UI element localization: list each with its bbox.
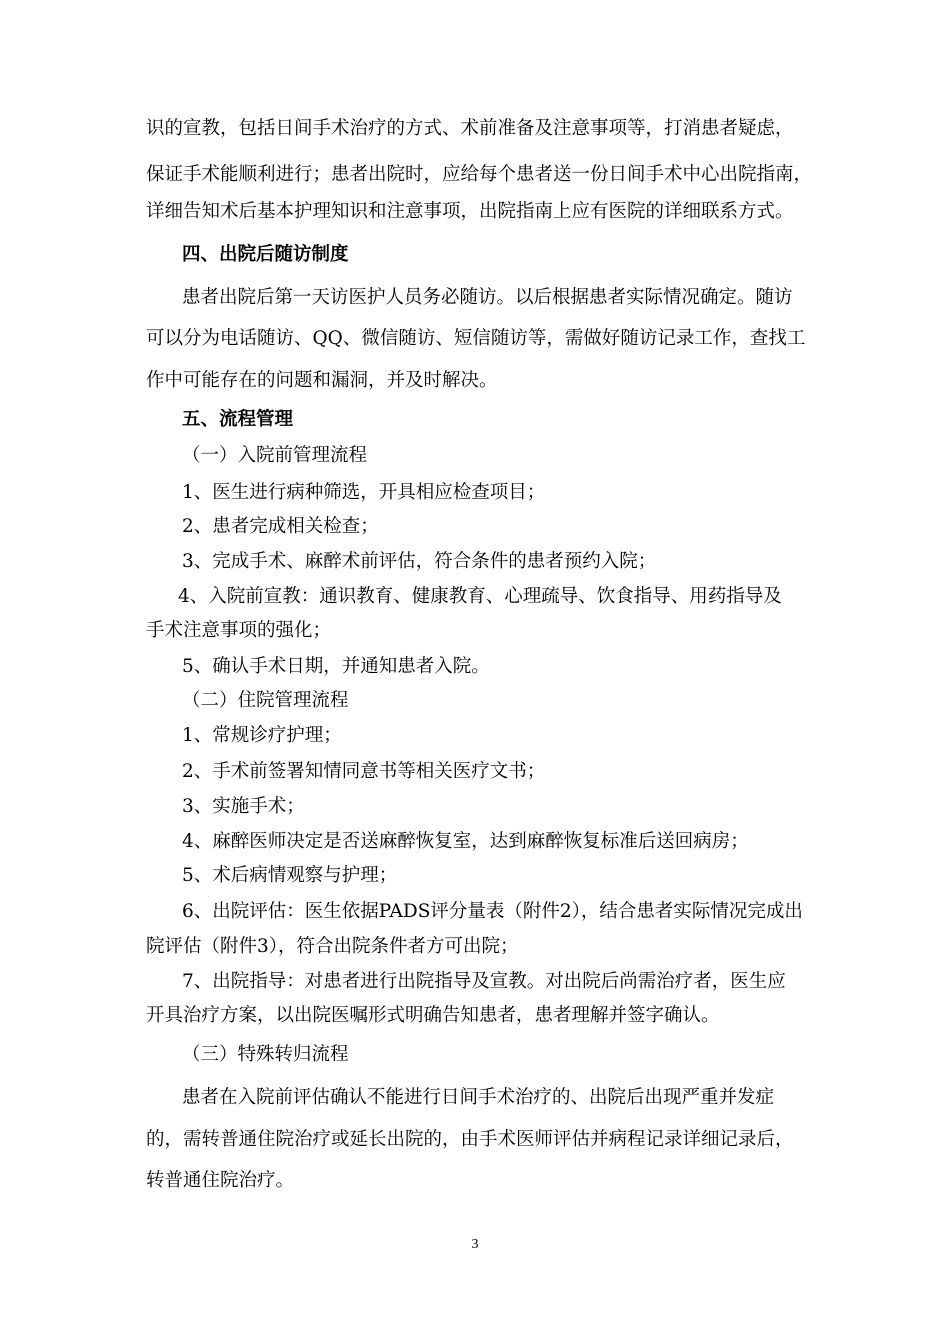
body-text-line: 的，需转普通住院治疗或延长出院的，由手术医师评估并病程记录详细记录后， xyxy=(146,1129,794,1150)
list-item-continuation: 手术注意事项的强化； xyxy=(146,620,332,641)
page-number: 3 xyxy=(471,1237,479,1252)
section-heading-4: 四、出院后随访制度 xyxy=(182,244,349,265)
list-item: 2、患者完成相关检查； xyxy=(182,516,379,537)
list-item: 3、完成手术、麻醉术前评估，符合条件的患者预约入院； xyxy=(182,551,657,572)
list-item: 7、出院指导：对患者进行出院指导及宣教。对出院后尚需治疗者，医生应 xyxy=(182,971,786,992)
list-item: 5、术后病情观察与护理； xyxy=(182,865,398,886)
body-text-line: 详细告知术后基本护理知识和注意事项，出院指南上应有医院的详细联系方式。 xyxy=(146,201,794,222)
list-item: 1、医生进行病种筛选，开具相应检查项目； xyxy=(182,482,546,503)
body-text-line: 患者在入院前评估确认不能进行日间手术治疗的、出院后出现严重并发症 xyxy=(182,1087,775,1108)
list-item-continuation: 院评估（附件3），符合出院条件者方可出院； xyxy=(146,936,519,957)
list-item: 3、实施手术； xyxy=(182,796,305,817)
subsection-heading: （二）住院管理流程 xyxy=(182,690,349,711)
body-text-line: 可以分为电话随访、QQ、微信随访、短信随访等，需做好随访记录工作，查找工 xyxy=(146,328,806,349)
subsection-heading: （一）入院前管理流程 xyxy=(182,445,368,466)
list-item-continuation: 开具治疗方案，以出院医嘱形式明确告知患者，患者理解并签字确认。 xyxy=(146,1005,720,1026)
body-text-line: 转普通住院治疗。 xyxy=(146,1170,295,1191)
list-item: 4、麻醉医师决定是否送麻醉恢复室，达到麻醉恢复标准后送回病房； xyxy=(182,831,749,852)
list-item: 2、手术前签署知情同意书等相关医疗文书； xyxy=(182,761,546,782)
subsection-heading: （三）特殊转归流程 xyxy=(182,1044,349,1065)
section-heading-5: 五、流程管理 xyxy=(182,409,294,430)
body-text-line: 患者出院后第一天访医护人员务必随访。以后根据患者实际情况确定。随访 xyxy=(182,287,793,308)
list-item: 5、确认手术日期，并通知患者入院。 xyxy=(182,656,490,677)
body-text-line: 作中可能存在的问题和漏洞，并及时解决。 xyxy=(146,370,498,391)
list-item: 6、出院评估：医生依据PADS评分量表（附件2），结合患者实际情况完成出 xyxy=(182,901,803,922)
body-text-line: 识的宣教，包括日间手术治疗的方式、术前准备及注意事项等，打消患者疑虑， xyxy=(146,118,794,139)
list-item: 4、入院前宣教：通识教育、健康教育、心理疏导、饮食指导、用药指导及 xyxy=(178,586,782,607)
list-item: 1、常规诊疗护理； xyxy=(182,725,342,746)
body-text-line: 保证手术能顺利进行；患者出院时，应给每个患者送一份日间手术中心出院指南， xyxy=(146,164,813,185)
